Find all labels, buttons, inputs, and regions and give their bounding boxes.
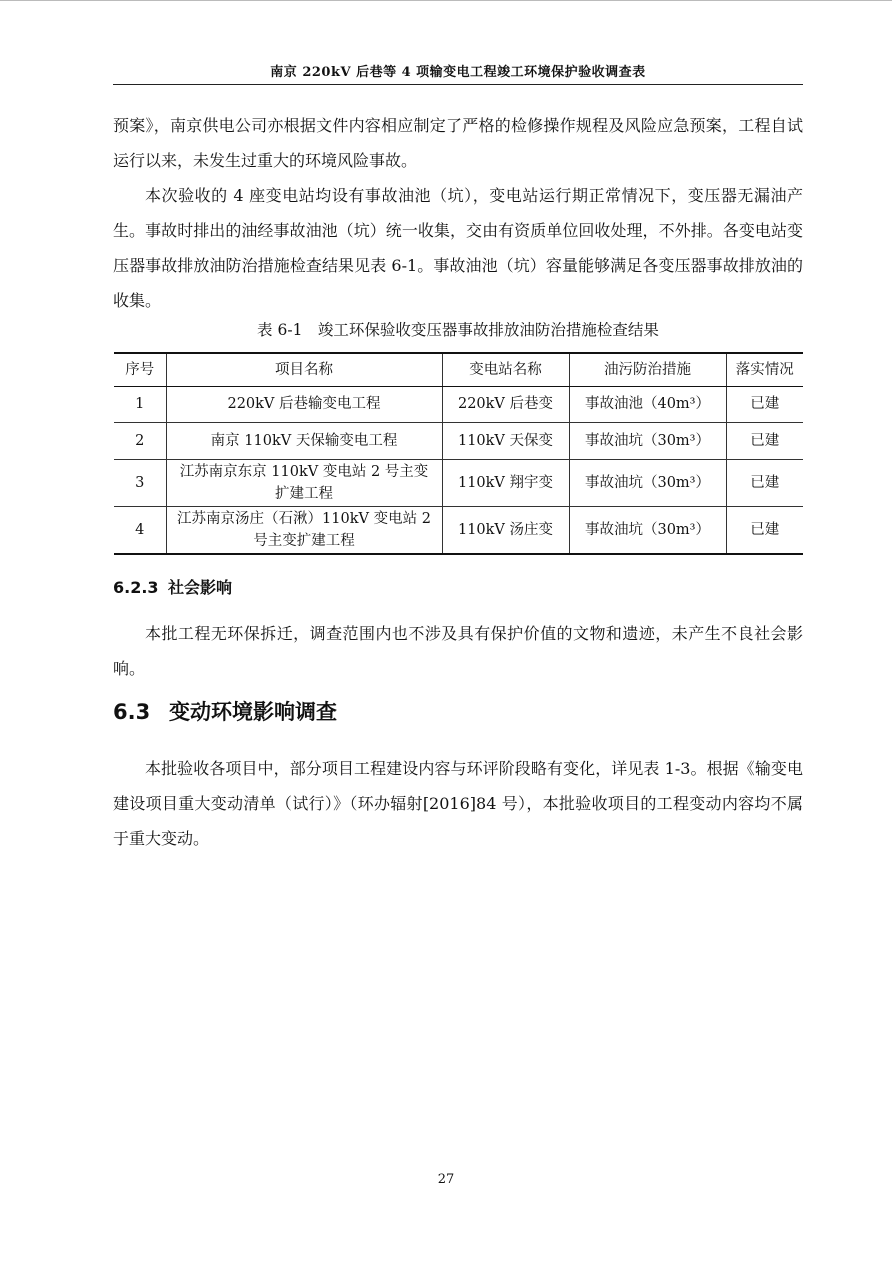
cell-no: 1 [114, 386, 166, 422]
cell-measure: 事故油池（40m³） [569, 386, 726, 422]
section-number: 6.3 [113, 700, 151, 724]
table-row [114, 422, 803, 459]
cell-status: 已建 [726, 506, 803, 554]
section-heading-6-2-3 [113, 575, 232, 598]
col-header-measure: 油污防治措施 [569, 353, 726, 386]
cell-no: 4 [114, 506, 166, 554]
cell-project: 江苏南京汤庄（石湫）110kV 变电站 2 号主变扩建工程 [166, 506, 442, 554]
table-row [114, 506, 803, 554]
cell-project: 江苏南京东京 110kV 变电站 2 号主变扩建工程 [166, 459, 442, 506]
col-header-no: 序号 [114, 353, 166, 386]
col-header-project: 项目名称 [166, 353, 442, 386]
oil-measures-table [114, 352, 803, 555]
cell-measure: 事故油坑（30m³） [569, 506, 726, 554]
cell-status: 已建 [726, 459, 803, 506]
paragraph-social-impact: 本批工程无环保拆迁，调查范围内也不涉及具有保护价值的文物和遗迹，未产生不良社会影响。 [113, 624, 803, 678]
cell-no: 3 [114, 459, 166, 506]
cell-no: 2 [114, 422, 166, 459]
table-row [114, 459, 803, 506]
section-title: 变动环境影响调查 [169, 700, 337, 724]
cell-status: 已建 [726, 386, 803, 422]
paragraph-oil-pit: 本次验收的 4 座变电站均设有事故油池（坑），变电站运行期正常情况下，变压器无漏油产生。事故时排出的油经事故油池（坑）统一收集，交由有资质单位回收处理，不外排。各变电站变压器事故排放油防治措施检查结果见表 6-1。事故油池（坑）容量能够满足各变压器事故排放油的收集。 [113, 186, 803, 310]
cell-measure: 事故油坑（30m³） [569, 422, 726, 459]
paragraph-changes: 本批验收各项目中，部分项目工程建设内容与环评阶段略有变化，详见表 1-3。根据《输变电建设项目重大变动清单（试行）》（环办辐射[2016]84 号），本批验收项目的工程变动内容均不属于重大变动。 [113, 759, 803, 848]
cell-measure: 事故油坑（30m³） [569, 459, 726, 506]
running-header: 南京 220kV 后巷等 4 项输变电工程竣工环境保护验收调查表 [113, 61, 803, 85]
table-header-row [114, 353, 803, 386]
cell-status: 已建 [726, 422, 803, 459]
col-header-status: 落实情况 [726, 353, 803, 386]
cell-project: 220kV 后巷输变电工程 [166, 386, 442, 422]
section-title: 社会影响 [168, 578, 233, 597]
cell-station: 110kV 翔宇变 [442, 459, 569, 506]
cell-station: 110kV 天保变 [442, 422, 569, 459]
table-row [114, 386, 803, 422]
section-number: 6.2.3 [113, 578, 159, 597]
paragraph-continued: 预案》，南京供电公司亦根据文件内容相应制定了严格的检修操作规程及风险应急预案，工程自试运行以来，未发生过重大的环境风险事故。 [113, 116, 803, 170]
cell-station: 110kV 汤庄变 [442, 506, 569, 554]
col-header-station: 变电站名称 [442, 353, 569, 386]
cell-station: 220kV 后巷变 [442, 386, 569, 422]
section-heading-6-3 [113, 696, 337, 726]
page-top-edge [0, 0, 892, 1]
table-caption: 表 6-1 竣工环保验收变压器事故排放油防治措施检查结果 [257, 321, 659, 339]
cell-project: 南京 110kV 天保输变电工程 [166, 422, 442, 459]
page-number: 27 [437, 1172, 455, 1187]
